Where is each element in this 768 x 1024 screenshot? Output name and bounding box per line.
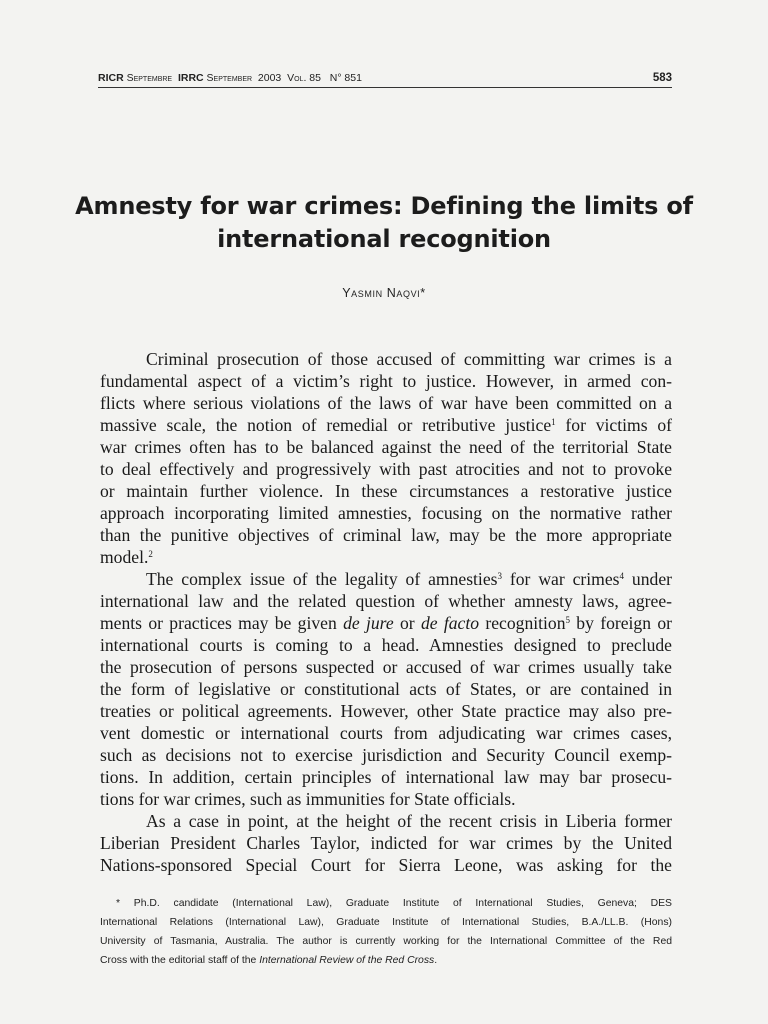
body-line: The complex issue of the legality of amnesties$^3$ for war crimes$^4$ under: [146, 569, 672, 589]
body-line: fundamental aspect of a victim’s right to justice. However, in armed con-: [100, 371, 672, 391]
article-body: [100, 348, 672, 876]
author-footnote: [100, 894, 672, 970]
title-line-1: Amnesty for war crimes: Defining the limits of: [75, 192, 693, 220]
footnote-ref: 1: [551, 417, 556, 427]
body-line: such as decisions not to exercise jurisdiction and Security Council exemp-: [100, 745, 672, 765]
footnote-line: University of Tasmania, Australia. The author is currently working for the International Committee of the Red: [100, 936, 672, 947]
running-head: [98, 72, 672, 88]
body-line: As a case in point, at the height of the recent crisis in Liberia former: [146, 811, 672, 831]
body-line: vent domestic or international courts from adjudicating war crimes cases,: [100, 723, 672, 743]
footnote-ref: 4: [619, 571, 625, 581]
body-line: international law and the related question of whether amnesty laws, agree-: [100, 591, 672, 611]
issue-number: N° 851: [329, 72, 362, 84]
body-line: flicts where serious violations of the laws of war have been committed on a: [100, 393, 672, 413]
footnote-ref: 2: [148, 549, 153, 559]
header-rule: [98, 87, 672, 88]
body-line: the prosecution of persons suspected or accused of war crimes usually take: [100, 657, 672, 677]
journal-name-italic: International Review of the Red Cross: [259, 955, 435, 966]
footnote-line: * Ph.D. candidate (International Law), Graduate Institute of International Studies, Geneva; DES: [116, 898, 672, 909]
body-line: massive scale, the notion of remedial or retributive justice$^1$ for victims of: [100, 415, 673, 435]
article-author: Yasmin Naqvi*: [342, 286, 426, 300]
body-line: tions. In addition, certain principles of international law may bar prosecu-: [100, 767, 672, 787]
body-line: treaties or political agreements. However, other State practice may also pre-: [100, 701, 672, 721]
body-line: or maintain further violence. In these circumstances a restorative justice: [100, 481, 672, 501]
page-number: 583: [652, 72, 672, 84]
volume: Vol. 85: [287, 72, 321, 84]
journal-fr: RICR: [98, 72, 124, 84]
year: 2003: [257, 72, 282, 84]
body-line: the form of legislative or constitutional acts of States, or are contained in: [100, 679, 672, 699]
body-line: war crimes often has to be balanced against the need of the territorial State: [100, 437, 672, 457]
footnote-line: International Relations (International Law), Graduate Institute of International Studies, B.A./LL.B. (Hons): [100, 917, 672, 928]
month-fr: Septembre: [126, 72, 173, 84]
title-line-2: international recognition: [217, 225, 551, 253]
footnote-line: Cross with the editorial staff of the International Review of the Red Cross.: [100, 955, 438, 966]
body-line: Criminal prosecution of those accused of committing war crimes is a: [146, 349, 672, 369]
footnote-ref: 5: [565, 615, 570, 625]
body-line: model.$^2$: [100, 547, 153, 567]
body-line: Nations-sponsored Special Court for Sierra Leone, was asking for the: [100, 855, 672, 875]
article-title: [60, 190, 708, 256]
month-en: September: [206, 72, 253, 84]
body-line: tions for war crimes, such as immunities for State officials.: [100, 789, 516, 809]
body-line: Liberian President Charles Taylor, indicted for war crimes by the United: [100, 833, 672, 853]
body-line: international courts is coming to a head. Amnesties designed to preclude: [100, 635, 672, 655]
running-head-citation: [98, 72, 362, 84]
body-line: approach incorporating limited amnesties, focusing on the normative rather: [100, 503, 672, 523]
journal-en: IRRC: [177, 72, 204, 84]
body-line: to deal effectively and progressively with past atrocities and not to provoke: [100, 459, 672, 479]
body-line: ments or practices may be given de jure or de facto recognition$^5$ by foreign or: [100, 613, 672, 633]
body-line: than the punitive objectives of criminal law, may be the more appropriate: [100, 525, 672, 545]
footnote-ref: 3: [497, 571, 502, 581]
